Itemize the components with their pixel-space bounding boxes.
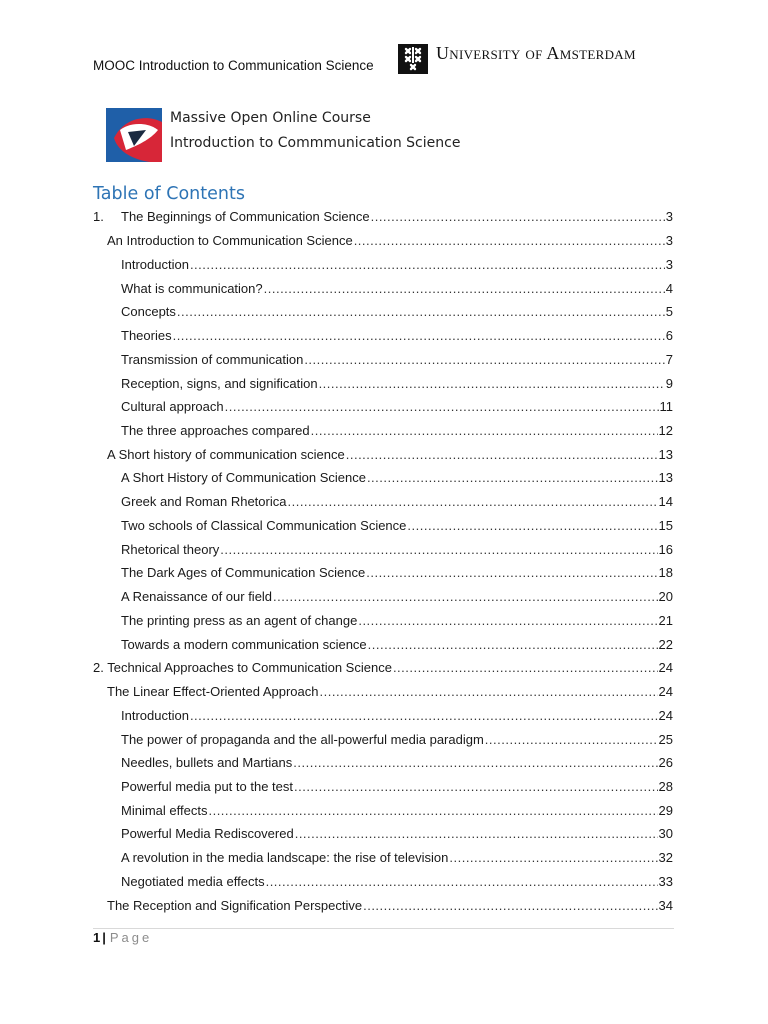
toc-dot-leader [449,850,657,865]
toc-entry[interactable] [93,276,673,300]
toc-entry[interactable] [93,442,673,466]
uva-crest-icon [398,44,428,74]
toc-dot-leader [220,542,657,557]
toc-entry[interactable] [93,798,673,822]
toc-entry-title: A Renaissance of our field [121,589,273,605]
toc-entry-title: Two schools of Classical Communication Science [121,517,407,533]
toc-dot-leader [363,898,657,913]
toc-entry[interactable] [93,466,673,490]
toc-dot-leader [407,518,657,533]
toc-dot-leader [177,304,665,319]
toc-dot-leader [358,613,657,628]
toc-entry-page: 33 [658,873,673,889]
toc-entry-title: The Beginnings of Communication Science [121,209,370,225]
toc-dot-leader [346,447,658,462]
toc-entry[interactable] [93,252,673,276]
toc-dot-leader [393,660,658,675]
toc-entry-title: The Reception and Signification Perspective [107,897,363,913]
toc-entry-title: Greek and Roman Rhetorica [121,494,287,510]
toc-entry-page: 18 [658,565,673,581]
toc-entry-page: 32 [658,850,673,866]
footer-page-number: 1 [93,930,101,945]
toc-dot-leader [295,826,658,841]
toc-entry[interactable] [93,229,673,253]
toc-entry[interactable] [93,537,673,561]
toc-entry-page: 25 [658,731,673,747]
page-footer [93,930,152,945]
toc-entry-page: 12 [658,422,673,438]
toc-dot-leader [368,637,658,652]
toc-dot-leader [208,803,657,818]
toc-entry[interactable] [93,893,673,917]
toc-entry[interactable] [93,846,673,870]
toc-entry-page: 30 [658,826,673,842]
toc-entry-title: Needles, bullets and Martians [121,755,293,771]
toc-entry[interactable] [93,727,673,751]
toc-entry-page: 16 [658,541,673,557]
toc-entry-page: 3 [665,233,673,249]
toc-entry[interactable] [93,490,673,514]
toc-entry[interactable] [93,514,673,538]
toc-entry-page: 14 [658,494,673,510]
footer-separator: | [102,930,106,945]
toc-entry-page: 20 [658,589,673,605]
toc-dot-leader [366,565,657,580]
toc-entry-page: 13 [658,470,673,486]
toc-dot-leader [304,352,664,367]
toc-entry-page: 24 [658,684,673,700]
toc-dot-leader [190,708,658,723]
toc-entry[interactable] [93,632,673,656]
toc-entry-page: 3 [665,256,673,272]
toc-entry-page: 4 [665,280,673,296]
toc-dot-leader [173,328,665,343]
toc-entry[interactable] [93,751,673,775]
toc-entry[interactable] [93,822,673,846]
toc-entry-page: 26 [658,755,673,771]
toc-entry-page: 9 [665,375,673,391]
toc-dot-leader [293,755,657,770]
toc-dot-leader [367,470,658,485]
toc-entry[interactable] [93,680,673,704]
toc-dot-leader [354,233,665,248]
toc-entry-title: A revolution in the media landscape: the rise of television [121,850,449,866]
toc-entry[interactable] [93,395,673,419]
mooc-banner-text [170,106,460,156]
toc-entry-title: Powerful media put to the test [121,778,293,794]
header-course-title: MOOC Introduction to Communication Science [93,58,374,73]
toc-entry[interactable] [93,205,673,229]
toc-entry-title: Introduction [121,707,189,723]
toc-entry-title: A Short history of communication science [107,446,345,462]
toc-dot-leader [287,494,657,509]
toc-entry-page: 15 [658,517,673,533]
toc-entry-page: 11 [659,399,673,415]
toc-entry[interactable] [93,347,673,371]
toc-entry-title: Transmission of communication [121,351,304,367]
toc-entry-title: Rhetorical theory [121,541,220,557]
toc-dot-leader [319,376,665,391]
toc-entry-title: Introduction [121,256,189,272]
toc-entry-title: Negotiated media effects [121,873,265,889]
table-of-contents [93,205,673,917]
toc-entry-page: 28 [658,778,673,794]
toc-entry-title: A Short History of Communication Science [121,470,366,486]
toc-entry[interactable] [93,608,673,632]
toc-entry-page: 13 [658,446,673,462]
university-name [436,43,636,64]
toc-entry-page: 22 [658,636,673,652]
toc-entry-page: 6 [665,328,673,344]
university-name-text: University of Amsterdam [436,43,636,63]
toc-entry-title: Towards a modern communication science [121,636,367,652]
toc-entry-title: The Dark Ages of Communication Science [121,565,366,581]
toc-entry-page: 7 [665,351,673,367]
toc-heading: Table of Contents [93,184,245,204]
toc-dot-leader [485,732,658,747]
toc-entry-page: 3 [665,209,673,225]
toc-entry-page: 24 [658,707,673,723]
toc-entry-page: 24 [658,660,673,676]
toc-entry-number: 1. [93,209,104,225]
mooc-logo-icon [106,108,162,162]
toc-dot-leader [266,874,658,889]
toc-entry-page: 34 [658,897,673,913]
toc-dot-leader [273,589,657,604]
toc-dot-leader [225,399,659,414]
toc-entry-title: The power of propaganda and the all-powerful media paradigm [121,731,484,747]
toc-entry[interactable] [93,300,673,324]
banner-line-2: Introduction to Commmunication Science [170,135,461,151]
toc-dot-leader [264,281,665,296]
toc-entry[interactable] [93,656,673,680]
toc-entry-title: What is communication? [121,280,263,296]
toc-dot-leader [190,257,665,272]
footer-divider [93,928,674,929]
toc-entry-page: 21 [658,612,673,628]
footer-page-label: Page [109,930,153,945]
toc-entry[interactable] [93,703,673,727]
toc-entry-title: An Introduction to Communication Science [107,233,353,249]
toc-entry-title: Reception, signs, and signification [121,375,318,391]
toc-entry[interactable] [93,371,673,395]
toc-entry-title: Minimal effects [121,802,208,818]
toc-entry[interactable] [93,775,673,799]
toc-entry[interactable] [93,870,673,894]
toc-entry-title: The three approaches compared [121,422,310,438]
toc-entry[interactable] [93,585,673,609]
toc-entry-page: 29 [658,802,673,818]
banner-line-1: Massive Open Online Course [170,110,371,126]
toc-entry-title: Cultural approach [121,399,224,415]
toc-entry-title: The Linear Effect-Oriented Approach [107,684,319,700]
toc-entry[interactable] [93,561,673,585]
toc-entry-title: Powerful Media Rediscovered [121,826,294,842]
toc-entry[interactable] [93,324,673,348]
toc-entry-title: The printing press as an agent of change [121,612,358,628]
toc-entry-page: 5 [665,304,673,320]
toc-entry[interactable] [93,419,673,443]
toc-dot-leader [311,423,658,438]
toc-entry-title: 2. Technical Approaches to Communication Science [93,660,392,676]
toc-dot-leader [371,209,665,224]
toc-entry-title: Concepts [121,304,176,320]
toc-entry-title: Theories [121,328,172,344]
toc-dot-leader [294,779,658,794]
toc-dot-leader [320,684,658,699]
